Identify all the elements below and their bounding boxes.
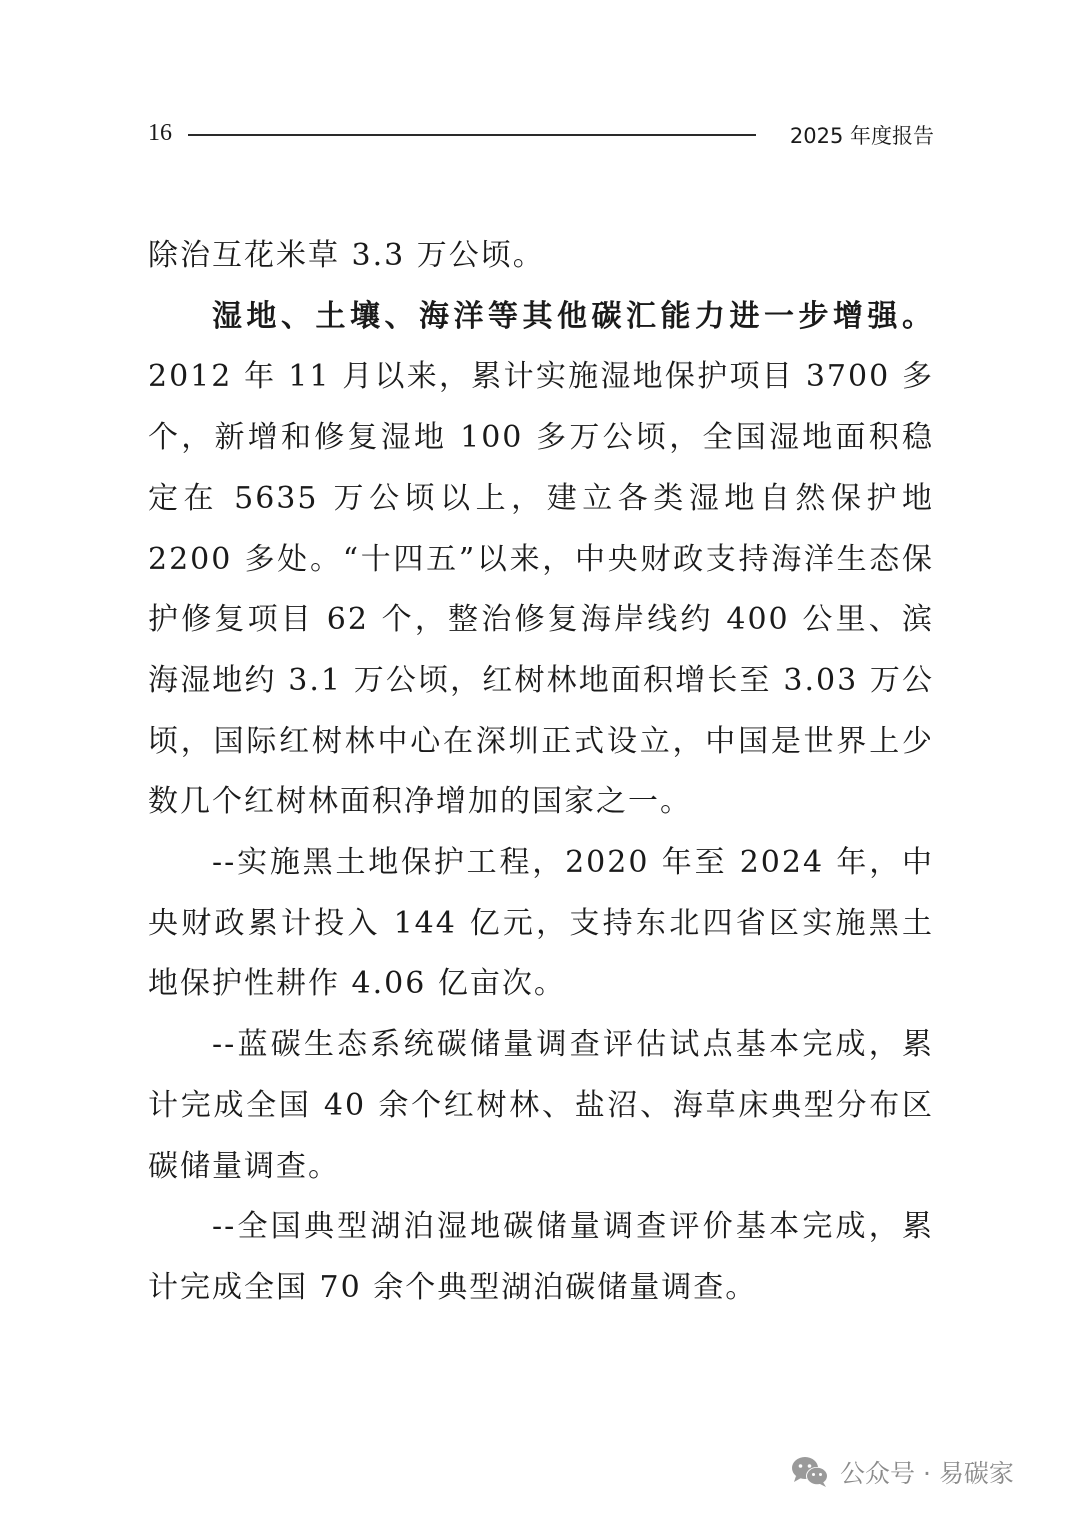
paragraph-body: 2012 年 11 月以来，累计实施湿地保护项目 3700 多个，新增和修复湿地 100 多万公顷，全国湿地面积稳定在 5635 万公顷以上，建立各类湿地自然保护地 2200 多处。“十四五”以来，中央财政支持海洋生态保护修复项目 62 个，整治修复海岸线约 400 公里、滨海湿地约 3.1 万公顷，红树林地面积增长至 3.03 万公顷，国际红树林中心在深圳正式设立，中国是世界上少数几个红树林面积净增加的国家之一。 [148, 359, 934, 820]
page-header [148, 116, 934, 152]
wechat-icon [790, 1455, 830, 1489]
paragraph-heading: 湿地、土壤、海洋等其他碳汇能力进一步增强。 [212, 298, 934, 334]
paragraph-carbon-sinks [148, 287, 934, 833]
report-title: 2025 年度报告 [789, 124, 934, 148]
watermark [790, 1450, 1014, 1494]
body-text [148, 226, 934, 1319]
paragraph-lake-wetland: --全国典型湖泊湿地碳储量调查评价基本完成，累计完成全国 70 余个典型湖泊碳储量调查。 [148, 1209, 934, 1305]
paragraph-blue-carbon: --蓝碳生态系统碳储量调查评估试点基本完成，累计完成全国 40 余个红树林、盐沼、海草床典型分布区碳储量调查。 [148, 1027, 934, 1184]
watermark-text: 公众号 · 易碳家 [840, 1459, 1014, 1488]
paragraph-black-soil: --实施黑土地保护工程，2020 年至 2024 年，中央财政累计投入 144 亿元，支持东北四省区实施黑土地保护性耕作 4.06 亿亩次。 [148, 845, 934, 1002]
paragraph-continuation: 除治互花米草 3.3 万公顷。 [148, 238, 545, 273]
page-number: 16 [148, 120, 172, 146]
header-rule [188, 134, 756, 136]
